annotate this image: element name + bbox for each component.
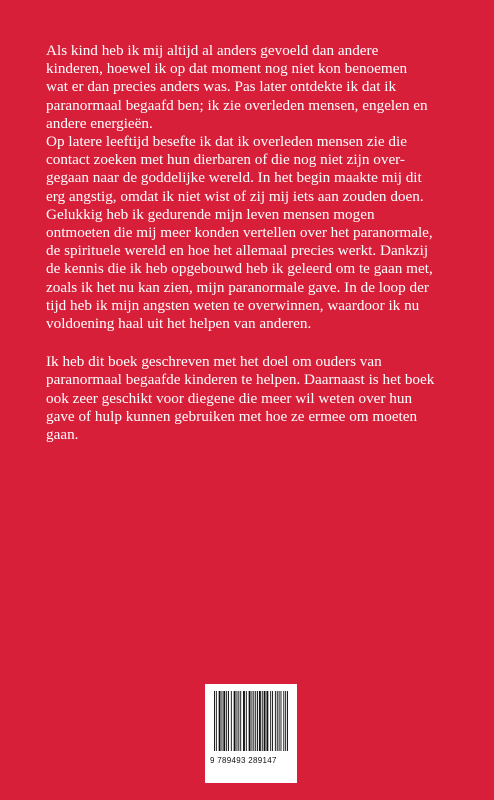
barcode-bar <box>246 691 247 751</box>
barcode-bar <box>277 691 278 751</box>
barcode-bar <box>279 691 280 751</box>
blurb-paragraph-1 <box>46 42 450 133</box>
barcode-bar <box>287 691 288 751</box>
text-line: ontmoeten die mij meer konden vertellen over het paranormale, <box>46 224 433 242</box>
text-line: Gelukkig heb ik gedurende mijn leven mensen mogen <box>46 205 375 223</box>
barcode-bars <box>212 691 290 753</box>
barcode-bar <box>283 691 284 751</box>
barcode-bar <box>219 691 221 751</box>
text-line: de kennis die ik heb opgebouwd heb ik geleerd om te gaan met, <box>46 260 433 278</box>
barcode-bar <box>221 691 222 751</box>
barcode-bar <box>285 691 286 751</box>
barcode-bar <box>238 691 239 751</box>
barcode-bar <box>281 691 282 751</box>
barcode-bar <box>266 691 268 751</box>
text-line: paranormaal begaafd ben; ik zie overleden mensen, engelen en <box>46 96 428 114</box>
blurb-paragraph-2 <box>46 133 450 333</box>
blurb-paragraph-3 <box>46 353 450 444</box>
barcode-bar <box>264 691 266 751</box>
barcode-bar <box>231 691 232 751</box>
text-line: gave of hulp kunnen gebruiken met hoe ze ermee om moeten <box>46 407 418 425</box>
barcode-bar <box>272 691 273 751</box>
text-line: gaan. <box>46 426 79 444</box>
barcode-bar <box>223 691 225 751</box>
barcode-bar <box>243 691 245 751</box>
barcode-bar <box>214 691 215 751</box>
text-line: kinderen, hoewel ik op dat moment nog niet kon benoemen <box>46 60 408 78</box>
barcode-bar <box>253 691 254 751</box>
paragraph-spacer <box>46 333 450 353</box>
barcode-bar <box>255 691 256 751</box>
barcode-bar <box>251 691 252 751</box>
barcode-bar <box>259 691 261 751</box>
barcode-bar <box>226 691 227 751</box>
text-line: andere energieën. <box>46 114 153 132</box>
barcode-bar <box>249 691 251 751</box>
text-line: paranormaal begaafde kinderen te helpen. Daarnaast is het boek <box>46 371 435 389</box>
text-line: contact zoeken met hun dierbaren of die nog niet zijn over- <box>46 151 405 169</box>
blurb-text <box>46 42 450 444</box>
barcode-bar <box>275 691 276 751</box>
barcode-bar <box>228 691 229 751</box>
isbn-number: 9 789493 289147 <box>210 756 277 765</box>
barcode-bar <box>216 691 217 751</box>
text-line: Op latere leeftijd besefte ik dat ik overleden mensen zie die <box>46 133 407 151</box>
barcode-bar <box>234 691 236 751</box>
text-line: voldoening haal uit het helpen van anderen. <box>46 315 312 333</box>
barcode-bar <box>262 691 263 751</box>
text-line: zoals ik het nu kan zien, mijn paranormale gave. In de loop der <box>46 278 429 296</box>
text-line: tijd heb ik mijn angsten weten te overwinnen, waardoor ik nu <box>46 296 420 314</box>
barcode-bar <box>240 691 241 751</box>
barcode-bar <box>257 691 258 751</box>
text-line: gegaan naar de goddelijke wereld. In het begin maakte mij dit <box>46 169 422 187</box>
barcode-bar <box>270 691 271 751</box>
text-line: erg angstig, omdat ik niet wist of zij mij iets aan zouden doen. <box>46 187 424 205</box>
text-line: Ik heb dit boek geschreven met het doel om ouders van <box>46 353 382 371</box>
text-line: wat er dan precies anders was. Pas later ontdekte ik dat ik <box>46 78 397 96</box>
text-line: de spirituele wereld en hoe het allemaal precies werkt. Dankzij <box>46 242 429 260</box>
barcode-bar <box>236 691 237 751</box>
text-line: Als kind heb ik mij altijd al anders gevoeld dan andere <box>46 42 379 59</box>
text-line: ook zeer geschikt voor diegene die meer wil weten over hun <box>46 389 413 407</box>
